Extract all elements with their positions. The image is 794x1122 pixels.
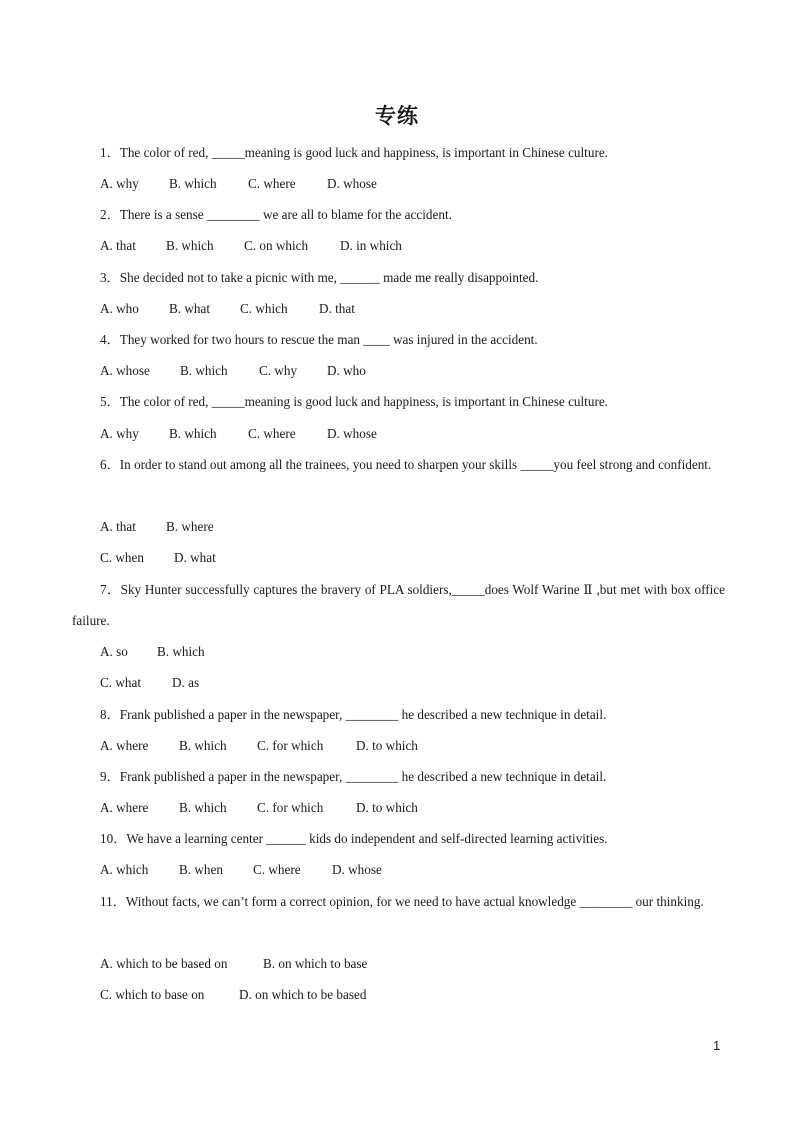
option-d: D. what xyxy=(174,550,216,565)
option-a: A. who xyxy=(100,301,139,316)
option-d: D. to which xyxy=(356,738,418,753)
question-9-stem: 9．Frank published a paper in the newspaper, ________ he described a new technique in detail. xyxy=(100,769,607,784)
question-3-options xyxy=(100,299,355,319)
question-11-options-row-2 xyxy=(100,985,366,1005)
option-b: B. on which to base xyxy=(263,956,368,971)
option-a: A. whose xyxy=(100,363,150,378)
option-c: C. where xyxy=(248,426,296,441)
option-d: D. on which to be based xyxy=(239,987,367,1002)
option-c: C. for which xyxy=(257,738,324,753)
option-d: D. to which xyxy=(356,800,418,815)
option-b: B. which xyxy=(169,176,217,191)
option-b: B. which xyxy=(157,644,205,659)
option-c: C. on which xyxy=(244,238,309,253)
option-b: B. what xyxy=(169,301,211,316)
option-b: B. which xyxy=(179,800,227,815)
option-c: C. what xyxy=(100,675,142,690)
question-1-options xyxy=(100,174,377,194)
option-a: A. that xyxy=(100,238,136,253)
option-c: C. which to base on xyxy=(100,987,205,1002)
question-5-stem: 5．The color of red, _____meaning is good luck and happiness, is important in Chinese culture. xyxy=(100,394,608,409)
page-number: 1 xyxy=(713,1038,721,1053)
option-b: B. which xyxy=(169,426,217,441)
question-9-options xyxy=(100,798,418,818)
option-a: A. that xyxy=(100,519,136,534)
option-d: D. as xyxy=(172,675,200,690)
option-b: B. which xyxy=(166,238,214,253)
question-10-options xyxy=(100,860,382,880)
option-b: B. when xyxy=(179,862,223,877)
question-7-options-row-1 xyxy=(100,642,205,662)
question-7-options-row-2 xyxy=(100,673,199,693)
option-d: D. whose xyxy=(327,176,377,191)
option-c: C. where xyxy=(248,176,296,191)
question-8-stem: 8．Frank published a paper in the newspaper, ________ he described a new technique in detail. xyxy=(100,707,607,722)
option-d: D. that xyxy=(319,301,355,316)
question-6-options-row-2 xyxy=(100,548,216,568)
option-c: C. for which xyxy=(257,800,324,815)
option-c: C. which xyxy=(240,301,288,316)
question-6-options-row-1 xyxy=(100,517,214,537)
page-title: 专练 xyxy=(375,104,419,128)
question-4-stem: 4．They worked for two hours to rescue the man ____ was injured in the accident. xyxy=(100,332,538,347)
question-8-options xyxy=(100,736,418,756)
question-2-stem: 2．There is a sense ________ we are all to blame for the accident. xyxy=(100,207,452,222)
question-10-stem: 10．We have a learning center ______ kids do independent and self-directed learning activities. xyxy=(100,831,608,846)
option-a: A. which xyxy=(100,862,149,877)
question-4-options xyxy=(100,361,366,381)
option-c: C. where xyxy=(253,862,301,877)
option-c: C. when xyxy=(100,550,144,565)
question-2-options xyxy=(100,236,402,256)
option-b: B. which xyxy=(180,363,228,378)
option-a: A. which to be based on xyxy=(100,956,228,971)
question-3-stem: 3．She decided not to take a picnic with me, ______ made me really disappointed. xyxy=(100,270,539,285)
question-5-options xyxy=(100,424,377,444)
option-a: A. why xyxy=(100,426,139,441)
option-b: B. which xyxy=(179,738,227,753)
option-a: A. where xyxy=(100,738,149,753)
option-d: D. whose xyxy=(332,862,382,877)
option-a: A. why xyxy=(100,176,139,191)
option-a: A. where xyxy=(100,800,149,815)
question-1-stem: 1．The color of red, _____meaning is good luck and happiness, is important in Chinese culture. xyxy=(100,145,608,160)
option-a: A. so xyxy=(100,644,128,659)
option-d: D. in which xyxy=(340,238,402,253)
option-d: D. whose xyxy=(327,426,377,441)
question-7-stem: 7．Sky Hunter successfully captures the bravery of PLA soldiers,_____does Wolf Warine Ⅱ ,but met with box office failure. xyxy=(72,582,725,628)
question-11-stem: 11．Without facts, we can’t form a correct opinion, for we need to have actual knowledge ________ our thinking. xyxy=(100,894,704,909)
option-c: C. why xyxy=(259,363,298,378)
question-6-stem: 6．In order to stand out among all the trainees, you need to sharpen your skills _____you feel strong and confident. xyxy=(100,457,712,472)
option-b: B. where xyxy=(166,519,214,534)
question-11-options-row-1 xyxy=(100,954,367,974)
option-d: D. who xyxy=(327,363,366,378)
